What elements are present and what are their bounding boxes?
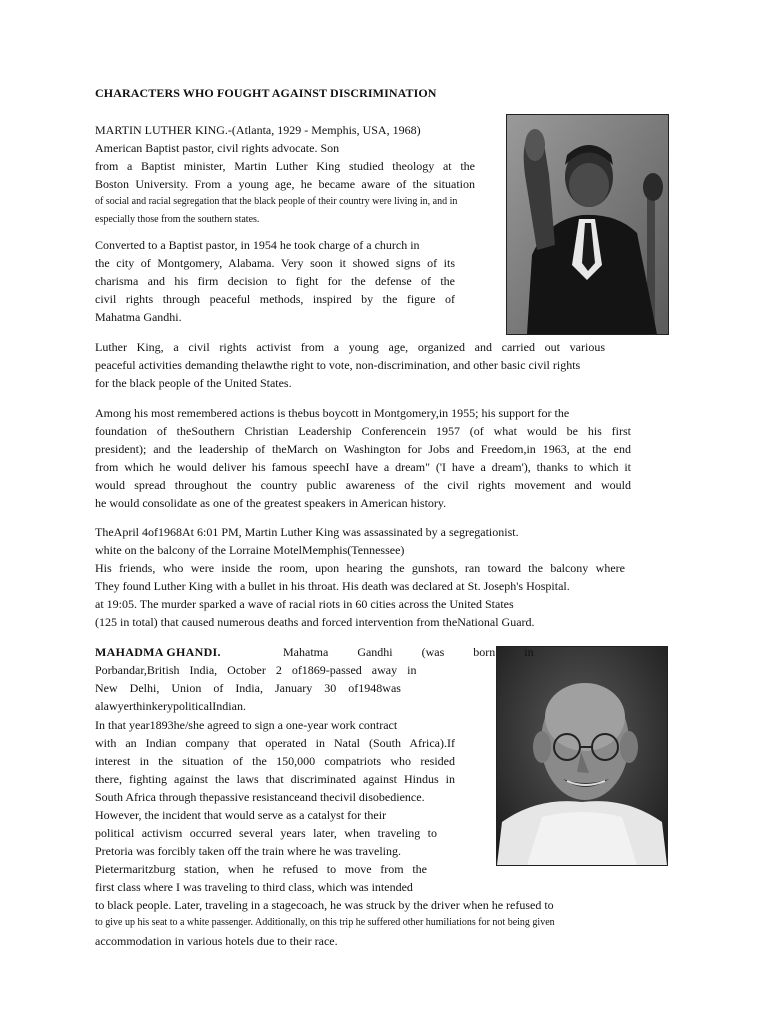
text-line: with an Indian company that operated in Natal (South Africa).If — [95, 736, 455, 750]
text-line: Mahatma Gandhi. — [95, 310, 182, 324]
mlk-activism-paragraph — [95, 338, 605, 392]
gandhi-intro-paragraph — [95, 643, 534, 715]
text-line: for the black people of the United States. — [95, 376, 292, 390]
text-line: of social and racial segregation that the black people of their country were living in, and in — [95, 196, 458, 207]
gandhi-heading: MAHADMA GHANDI. — [95, 645, 221, 659]
text-line: (125 in total) that caused numerous deaths and forced intervention from theNational Guard. — [95, 615, 535, 629]
text-line: president); and the leadership of theMarch on Washington for Jobs and Freedom,in 1963, at the end — [95, 442, 631, 456]
mlk-actions-paragraph — [95, 404, 631, 512]
text-line: They found Luther King with a bullet in his throat. His death was declared at St. Joseph's Hospital. — [95, 579, 570, 593]
martin-luther-king-photo — [506, 114, 669, 335]
text-line: there, fighting against the laws that discriminated against Hindus in — [95, 772, 455, 786]
mlk-pastor-paragraph — [95, 236, 455, 326]
gandhi-incident-paragraph — [95, 806, 595, 950]
text-line: However, the incident that would serve as a catalyst for their — [95, 808, 387, 822]
text-line: charisma and his firm decision to fight for the defense of the — [95, 274, 455, 288]
text-line: he would consolidate as one of the greatest speakers in American history. — [95, 496, 447, 510]
text-line: New Delhi, Union of India, January 30 of1948was — [95, 681, 401, 695]
text-line: first class where I was traveling to third class, which was intended — [95, 880, 413, 894]
text-line: would spread throughout the country public awareness of the civil rights movement and would — [95, 478, 631, 492]
gandhi-contract-paragraph — [95, 716, 455, 806]
document-title: CHARACTERS WHO FOUGHT AGAINST DISCRIMINATION — [95, 86, 437, 100]
text-line: from which he would deliver his famous speechI have a dream" ('I have a dream'), thanks to which it — [95, 460, 631, 474]
text-line: Boston University. From a young age, he became aware of the situation — [95, 177, 475, 191]
text-line: foundation of theSouthern Christian Leadership Conferencein 1957 (of what would be his first — [95, 424, 631, 438]
text-line: white on the balcony of the Lorraine MotelMemphis(Tennessee) — [95, 543, 405, 557]
text-line: interest in the situation of the 150,000 compatriots who resided — [95, 754, 455, 768]
text-line: peaceful activities demanding thelawthe right to vote, non-discrimination, and other basic civil rights — [95, 358, 581, 372]
text-line: Pietermaritzburg station, when he refused to move from the — [95, 862, 427, 876]
mlk-intro-paragraph — [95, 121, 475, 229]
text-line: Among his most remembered actions is thebus boycott in Montgomery,in 1955; his support for the — [95, 406, 570, 420]
gandhi-heading-line — [95, 643, 534, 661]
text-line: In that year1893he/she agreed to sign a one-year work contract — [95, 718, 398, 732]
text-line: civil rights through peaceful methods, inspired by the figure of — [95, 292, 455, 306]
text-line: Luther King, a civil rights activist from a young age, organized and carried out various — [95, 340, 605, 354]
text-line: MARTIN LUTHER KING.-(Atlanta, 1929 - Memphis, USA, 1968) — [95, 123, 421, 137]
text-line: political activism occurred several years later, when traveling to — [95, 826, 437, 840]
text-line: His friends, who were inside the room, upon hearing the gunshots, ran toward the balcony where — [95, 561, 625, 575]
text-line: especially those from the southern states. — [95, 214, 260, 225]
text-line: TheApril 4of1968At 6:01 PM, Martin Luther King was assassinated by a segregationist. — [95, 525, 519, 539]
text-line: alawyerthinkerypoliticalIndian. — [95, 699, 246, 713]
text-line: Mahatma Gandhi (was born in — [283, 645, 534, 659]
text-line: to give up his seat to a white passenger. Additionally, on this trip he suffered other humiliations for not being given — [95, 917, 555, 928]
text-line: Converted to a Baptist pastor, in 1954 he took charge of a church in — [95, 238, 420, 252]
text-line: American Baptist pastor, civil rights advocate. Son — [95, 141, 340, 155]
text-line: South Africa through thepassive resistanceand thecivil disobedience. — [95, 790, 425, 804]
text-line: to black people. Later, traveling in a stagecoach, he was struck by the driver when he refused to — [95, 898, 554, 912]
text-line: the city of Montgomery, Alabama. Very soon it showed signs of its — [95, 256, 455, 270]
text-line: accommodation in various hotels due to their race. — [95, 934, 338, 948]
text-line: from a Baptist minister, Martin Luther King studied theology at the — [95, 159, 475, 173]
text-line: Pretoria was forcibly taken off the train where he was traveling. — [95, 844, 401, 858]
mlk-death-paragraph — [95, 523, 625, 631]
text-line: Porbandar,British India, October 2 of1869-passed away in — [95, 663, 417, 677]
text-line: at 19:05. The murder sparked a wave of racial riots in 60 cities across the United States — [95, 597, 514, 611]
